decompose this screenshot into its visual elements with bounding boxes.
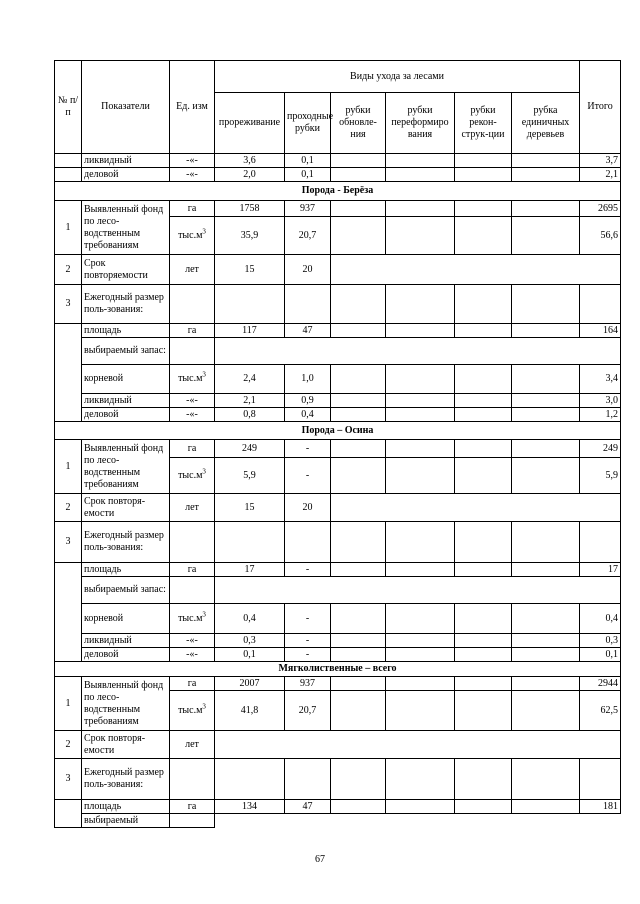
table-row: [55, 577, 621, 604]
value-cell: 0,3: [215, 634, 285, 648]
table-row: [55, 201, 621, 217]
value-cell: -: [285, 563, 331, 577]
row-label: корневой: [82, 604, 170, 634]
value-cell: -: [285, 604, 331, 634]
value-cell: 134: [215, 800, 285, 814]
total-cell: 0,1: [580, 648, 621, 662]
value-cell: 0,4: [285, 408, 331, 422]
value-cell: -: [285, 440, 331, 458]
value-cell: 2007: [215, 677, 285, 691]
row-unit: $тыс.м^3$: [170, 604, 215, 634]
row-unit: -«-: [170, 634, 215, 648]
value-cell: 0,4: [215, 604, 285, 634]
value-cell: 47: [285, 800, 331, 814]
row-label: Срок повторя-емости: [82, 494, 170, 522]
total-cell: 3,7: [580, 154, 621, 168]
section-title: Порода – Осина: [55, 422, 621, 440]
header-reformation-cuts: рубки переформиро вания: [386, 93, 455, 154]
header-thinning: прореживание: [215, 93, 285, 154]
row-number: 1: [55, 677, 82, 731]
value-cell: 15: [215, 494, 285, 522]
value-cell: 20,7: [285, 691, 331, 731]
row-label: Срок повторя-емости: [82, 731, 170, 759]
row-unit: лет: [170, 255, 215, 285]
row-label: деловой: [82, 168, 170, 182]
table-row: [55, 394, 621, 408]
value-cell: 249: [215, 440, 285, 458]
row-number: 1: [55, 201, 82, 255]
table-row: [55, 731, 621, 759]
table-row: [55, 800, 621, 814]
row-label: Ежегодный размер поль-зования:: [82, 285, 170, 324]
page-number: 67: [315, 854, 325, 865]
row-label: выбираемый запас:: [82, 338, 170, 365]
row-label: ликвидный: [82, 634, 170, 648]
table-row: [55, 759, 621, 800]
row-unit: га: [170, 800, 215, 814]
row-unit: $тыс.м^3$: [170, 217, 215, 255]
value-cell: 35,9: [215, 217, 285, 255]
row-unit: -«-: [170, 648, 215, 662]
row-unit: $тыс.м^3$: [170, 458, 215, 494]
total-cell: 249: [580, 440, 621, 458]
total-cell: 5,9: [580, 458, 621, 494]
row-label: ликвидный: [82, 154, 170, 168]
table-row: [55, 494, 621, 522]
value-cell: 47: [285, 324, 331, 338]
header-unit: Ед. изм: [170, 61, 215, 154]
value-cell: 1,0: [285, 365, 331, 394]
table-row: [55, 634, 621, 648]
header-single-tree-cut: рубка единичных деревьев: [512, 93, 580, 154]
table-row: [55, 522, 621, 563]
header-row: [55, 61, 621, 93]
row-label: деловой: [82, 408, 170, 422]
row-label: корневой: [82, 365, 170, 394]
value-cell: 0,1: [215, 648, 285, 662]
row-unit: га: [170, 563, 215, 577]
total-cell: 56,6: [580, 217, 621, 255]
value-cell: 3,6: [215, 154, 285, 168]
total-cell: 3,4: [580, 365, 621, 394]
table-row: [55, 440, 621, 458]
value-cell: 117: [215, 324, 285, 338]
row-unit: -«-: [170, 168, 215, 182]
value-cell: 41,8: [215, 691, 285, 731]
value-cell: 0,1: [285, 154, 331, 168]
value-cell: 15: [215, 255, 285, 285]
row-label: площадь: [82, 563, 170, 577]
row-unit: лет: [170, 494, 215, 522]
total-cell: 3,0: [580, 394, 621, 408]
header-passage-cuts: проходные рубки: [285, 93, 331, 154]
row-label: выбираемый: [82, 814, 170, 828]
section-title: Порода - Берёза: [55, 182, 621, 201]
value-cell: 5,9: [215, 458, 285, 494]
table-row: [55, 677, 621, 691]
row-unit: $тыс.м^3$: [170, 691, 215, 731]
total-cell: 2,1: [580, 168, 621, 182]
row-unit: га: [170, 677, 215, 691]
value-cell: 0,9: [285, 394, 331, 408]
value-cell: -: [285, 634, 331, 648]
row-unit: $тыс.м^3$: [170, 365, 215, 394]
row-label: Ежегодный размер поль-зования:: [82, 759, 170, 800]
value-cell: 20: [285, 494, 331, 522]
value-cell: 17: [215, 563, 285, 577]
header-indicator: Показатели: [82, 61, 170, 154]
row-unit: лет: [170, 731, 215, 759]
value-cell: 0,8: [215, 408, 285, 422]
row-number: 3: [55, 285, 82, 324]
total-cell: 17: [580, 563, 621, 577]
table-row: [55, 408, 621, 422]
row-label: Ежегодный размер поль-зования:: [82, 522, 170, 563]
total-cell: 181: [580, 800, 621, 814]
total-cell: 62,5: [580, 691, 621, 731]
header-renewal-cuts: рубки обновле-ния: [331, 93, 386, 154]
table-row: [55, 285, 621, 324]
value-cell: -: [285, 648, 331, 662]
row-unit: -«-: [170, 408, 215, 422]
value-cell: 2,1: [215, 394, 285, 408]
row-unit: га: [170, 440, 215, 458]
row-number: 3: [55, 759, 82, 800]
table-row: [55, 365, 621, 394]
row-unit: га: [170, 324, 215, 338]
total-cell: 0,4: [580, 604, 621, 634]
value-cell: 20: [285, 255, 331, 285]
row-label: площадь: [82, 324, 170, 338]
value-cell: 0,1: [285, 168, 331, 182]
row-label: Выявленный фонд по лесо-водственным требованиям: [82, 201, 170, 255]
row-number: 2: [55, 731, 82, 759]
row-number: 2: [55, 494, 82, 522]
value-cell: 20,7: [285, 217, 331, 255]
table-row: [55, 648, 621, 662]
total-cell: 1,2: [580, 408, 621, 422]
total-cell: 2944: [580, 677, 621, 691]
total-cell: 164: [580, 324, 621, 338]
table-row: [55, 604, 621, 634]
forest-care-table: [54, 60, 621, 828]
header-num: № п/п: [55, 61, 82, 154]
table-row: [55, 168, 621, 182]
value-cell: 1758: [215, 201, 285, 217]
total-cell: 2695: [580, 201, 621, 217]
header-group: Виды ухода за лесами: [215, 61, 580, 93]
value-cell: 937: [285, 677, 331, 691]
section-title: Мягколиственные – всего: [55, 662, 621, 677]
section-row: [55, 422, 621, 440]
row-label: площадь: [82, 800, 170, 814]
table-row: [55, 814, 621, 828]
row-label: Выявленный фонд по лесо-водственным требованиям: [82, 440, 170, 494]
row-unit: -«-: [170, 154, 215, 168]
section-row: [55, 662, 621, 677]
row-label: Срок повторяемости: [82, 255, 170, 285]
value-cell: -: [285, 458, 331, 494]
table-row: [55, 338, 621, 365]
row-number: 3: [55, 522, 82, 563]
table-row: [55, 324, 621, 338]
table-row: [55, 154, 621, 168]
header-reconstruction-cuts: рубки рекон-струк-ции: [455, 93, 512, 154]
row-unit: га: [170, 201, 215, 217]
section-row: [55, 182, 621, 201]
value-cell: 937: [285, 201, 331, 217]
row-label: Выявленный фонд по лесо-водственным требованиям: [82, 677, 170, 731]
header-total: Итого: [580, 61, 621, 154]
row-number: 1: [55, 440, 82, 494]
row-unit: -«-: [170, 394, 215, 408]
total-cell: 0,3: [580, 634, 621, 648]
row-number: 2: [55, 255, 82, 285]
row-label: выбираемый запас:: [82, 577, 170, 604]
table-row: [55, 255, 621, 285]
value-cell: 2,4: [215, 365, 285, 394]
row-label: ликвидный: [82, 394, 170, 408]
table-row: [55, 563, 621, 577]
row-label: деловой: [82, 648, 170, 662]
value-cell: 2,0: [215, 168, 285, 182]
